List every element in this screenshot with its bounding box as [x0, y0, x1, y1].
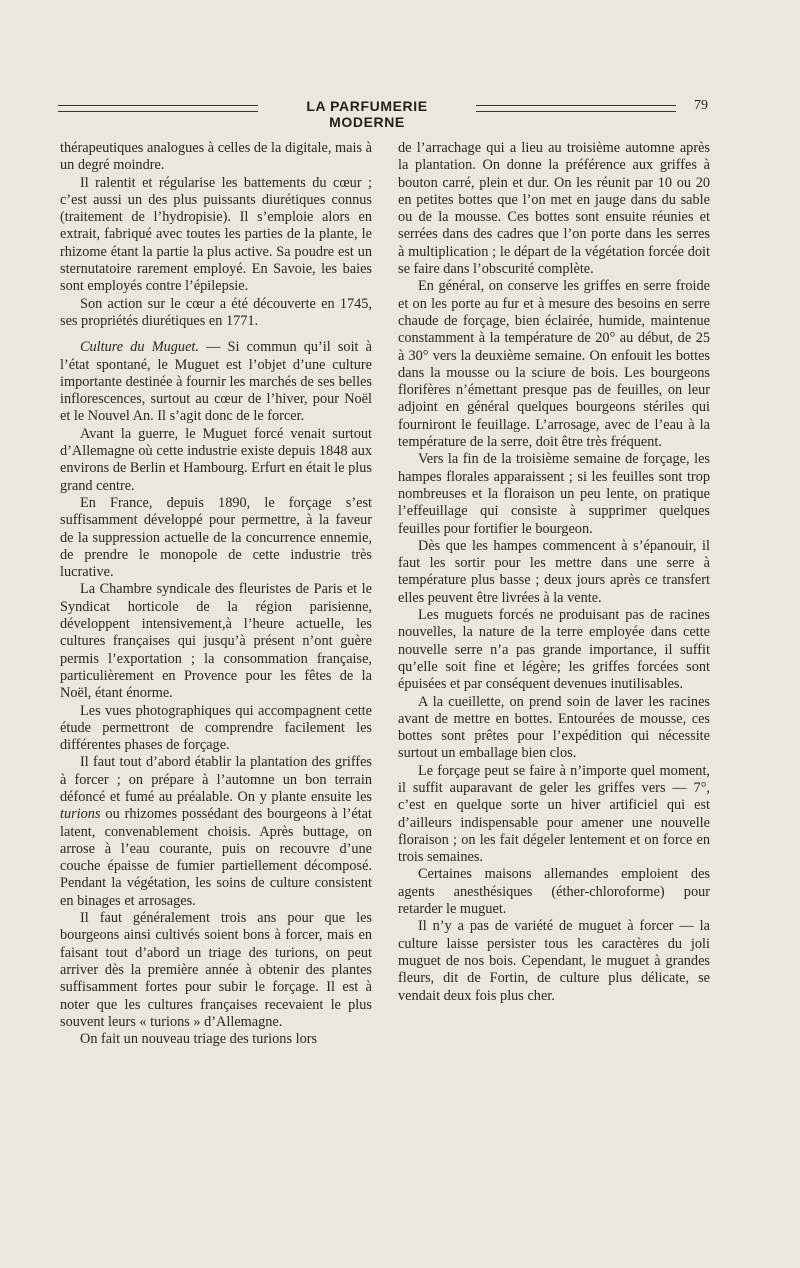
page-number: 79: [694, 98, 708, 113]
paragraph: Vers la fin de la troisième semaine de forçage, les hampes florales apparaissent ; si les feuilles sont trop nombreuses et la floraison un peu lente, on pratique l’effeuillage qui consiste à supprimer quelques feuilles pour fortifier le bourgeon.: [398, 451, 710, 537]
paragraph: Dès que les hampes commencent à s’épanouir, il faut les sortir pour les mettre dans une serre à température plus basse ; deux jours après ce transfert elles peuvent être livrées à la vente.: [398, 537, 710, 606]
paragraph: On fait un nouveau triage des turions lors: [80, 1031, 318, 1048]
paragraph: [60, 754, 372, 910]
paragraph: Il faut généralement trois ans pour que les bourgeons ainsi cultivés soient bons à forcer, mais en faisant tout d’abord un triage des turions, on peut arriver dès la première année à obtenir des plantes suffisamment fortes pour subir le forçage. Il est à noter que les cultures françaises recevaient le plus souvent leurs « turions » d’Allemagne.: [60, 910, 372, 1030]
section-heading: Culture du Muguet.: [80, 339, 199, 356]
paragraph: Il ralentit et régularise les battements du cœur ; c’est aussi un des plus puissants diurétiques connus (traitement de l’hydropisie). Il s’emploie alors en extrait, fabriqué avec toutes les parties de la plante, le rhizome étant la partie la plus active. Sa poudre est un sternutatoire rarement employé. En Savoie, les baies sont employés contre l’épilepsie.: [60, 174, 372, 295]
paragraph: thérapeutiques analogues à celles de la digitale, mais à un degré moindre.: [60, 140, 372, 174]
paragraph: Avant la guerre, le Muguet forcé venait surtout d’Allemagne où cette industrie existe depuis 1848 aux environs de Berlin et Hambourg. Erfurt en était le plus grand centre.: [60, 425, 372, 494]
paragraph-text: — Si commun qu’il soit à l’état spontané, le Muguet est l’objet d’une culture importante destinée à fournir les marchés de ses belles inflorescences, surtout au cœur de l’hiver, pour Noël et le Nouvel An. Il s’agit donc de le forcer.: [60, 339, 372, 425]
paragraph: Le forçage peut se faire à n’importe quel moment, il suffit auparavant de geler les griffes vers — 7°, c’est en quelque sorte un hiver artificiel qui est d’ailleurs indispensable pour amener une nouvelle floraison ; on les fait dégeler lentement et on force en trois semaines.: [398, 762, 710, 866]
right-column: [398, 140, 710, 1005]
header-rule-left: [58, 105, 258, 112]
paragraph-text: ou rhizomes possédant des bourgeons à l’état latent, convenablement choisis. Après buttage, on arrose à l’eau courante, puis on recouvre d’une couche épaisse de fumier partiellement décomposé. Pendant la végétation, les soins de culture consistent en binages et arrosages.: [60, 806, 372, 909]
paragraph: La Chambre syndicale des fleuristes de Paris et le Syndicat horticole de la région parisienne, développent intensivement,à l’heure actuelle, les cultures françaises qui jusqu’à présent n’ont guère permis l’exportation ; la consommation française, particulièrement en Provence pour les fêtes de la Noël, étant énorme.: [60, 581, 372, 702]
paragraph: Les vues photographiques qui accompagnent cette étude permettront de comprendre facilement les différentes phases de forçage.: [60, 702, 372, 754]
header-rule-right: [476, 105, 676, 112]
paragraph: En général, on conserve les griffes en serre froide et on les porte au fur et à mesure des besoins en serre chaude de forçage, bien éclairée, humide, maintenue constamment à la température de 20° au début, de 25 à 30° vers la deuxième semaine. On enfouit les bottes dans la mousse ou la sciure de bois. Les bourgeons florifères n’émettant presque pas de feuilles, on leur adjoint en général quelques bourgeons stériles qui fourniront le feuillage. L’arrosage, avec de l’eau à la température de la serre, doit être très fréquent.: [398, 278, 710, 451]
section-paragraph: [60, 339, 372, 425]
paragraph: Certaines maisons allemandes emploient des agents anesthésiques (éther-chloroforme) pour retarder le muguet.: [398, 866, 710, 918]
journal-title: LA PARFUMERIE MODERNE: [306, 98, 428, 130]
paragraph: de l’arrachage qui a lieu au troisième automne après la plantation. On donne la préférence aux griffes à bouton carré, plein et dur. On les réunit par 10 ou 20 en petites bottes que l’on met en jauge dans du sable ou de la mousse. Ces bottes sont ensuite réunies et serrées dans des cadres que l’on porte dans les serres à multiplication ; le départ de la végétation forcée doit se faire dans l’obscurité complète.: [398, 140, 710, 278]
running-head: [58, 98, 708, 130]
paragraph: A la cueillette, on prend soin de laver les racines avant de mettre en bottes. Entourées de mousse, ces bottes sont prêtes pour l’expédition qui nécessite surtout un emballage bien clos.: [398, 693, 710, 762]
paragraph: Il n’y a pas de variété de muguet à forcer — la culture laisse persister tous les caractères du joli muguet de nos bois. Cependant, le muguet à grandes fleurs, dit de Fortin, de culture plus délicate, se vendait deux fois plus cher.: [398, 918, 710, 1004]
paragraph-text: Il faut tout d’abord établir la plantation des griffes à forcer ; on prépare à l’automne un bon terrain défoncé et fumé au préalable. On y plante ensuite les: [60, 754, 372, 805]
italic-term: turions: [60, 806, 101, 823]
left-column: [60, 140, 372, 1048]
paragraph: Les muguets forcés ne produisant pas de racines nouvelles, la nature de la terre employée dans cette nouvelle serre n’a pas grande importance, il suffit qu’elle soit fine et légère; les griffes forcées sont épuisées et par conséquent devenues inutilisables.: [398, 607, 710, 693]
paragraph: Son action sur le cœur a été découverte en 1745, ses propriétés diurétiques en 1771.: [60, 295, 372, 329]
paragraph: En France, depuis 1890, le forçage s’est suffisamment développé pour permettre, à la faveur de la suppression actuelle de la concurrence ennemie, de prendre le monopole de cette industrie très lucrative.: [60, 494, 372, 581]
